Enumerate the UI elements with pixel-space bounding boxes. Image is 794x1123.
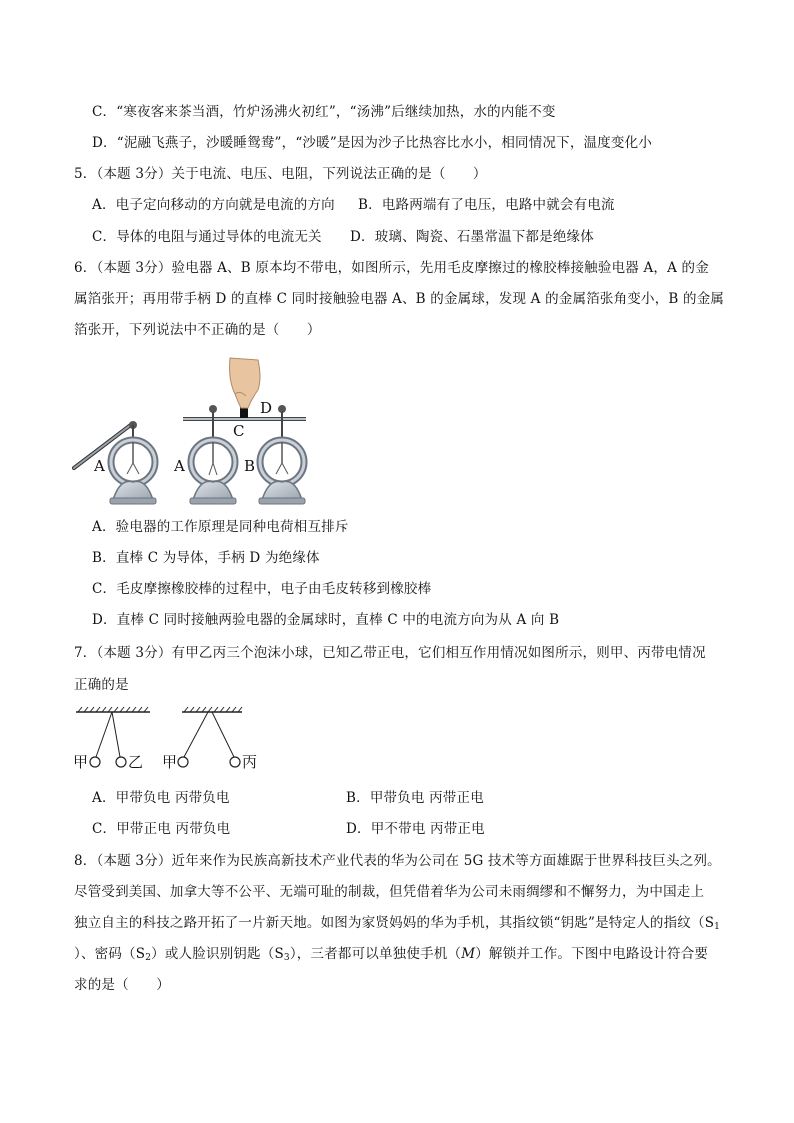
label-jia-1: 甲 xyxy=(73,753,89,771)
label-a-2: A xyxy=(174,457,185,475)
label-bing: 丙 xyxy=(242,753,258,771)
q8-stem-line3: 独立自主的科技之路开拓了一片新天地。如图为家贤妈妈的华为手机，其指纹锁“钥匙”是特定人的指纹（$S_1$ xyxy=(74,915,721,932)
label-b: B xyxy=(244,457,256,475)
q5-stem: 5．（本题 3分）关于电流、电压、电阻，下列说法正确的是（ ） xyxy=(74,166,487,182)
electroscope-drawing xyxy=(70,350,320,506)
label-yi: 乙 xyxy=(128,753,144,771)
q8-stem-line2: 尽管受到美国、加拿大等不公平、无端可耻的制裁，但凭借着华为公司未雨绸缪和不懈努力，为中国走上 xyxy=(74,884,705,900)
q6-stem-line3: 箔张开，下列说法中不正确的是（ ） xyxy=(74,322,321,338)
q5-option-b: B．电路两端有了电压，电路中就会有电流 xyxy=(358,197,615,213)
q6-option-a: A．验电器的工作原理是同种电荷相互排斥 xyxy=(92,519,349,535)
q5-option-c: C．导体的电阻与通过导体的电流无关 xyxy=(92,229,322,245)
label-jia-2: 甲 xyxy=(162,753,178,771)
q6-stem-line1: 6．（本题 3分）验电器 A、B 原本均不带电，如图所示，先用毛皮摩擦过的橡胶棒接触验电器 A，A 的金 xyxy=(74,260,709,276)
q7-option-d: D．甲不带电 丙带正电 xyxy=(346,821,485,837)
q8-stem-line4: ）、密码$(S_2)$或人脸识别钥匙$(S_3)$，三者都可以单独使手机（M）解锁并工作。下图中电路设计符合要 xyxy=(74,946,709,963)
electroscope-figure xyxy=(70,350,320,506)
q8-stem-line1: 8．（本题 3分）近年来作为民族高新技术产业代表的华为公司在 5G 技术等方面雄踞于世界科技巨头之列。 xyxy=(74,853,721,869)
label-a-1: A xyxy=(94,457,105,475)
label-d: D xyxy=(260,399,273,417)
q7-option-a: A．甲带负电 丙带负电 xyxy=(92,790,230,806)
q7-stem-line1: 7．（本题 3分）有甲乙丙三个泡沫小球，已知乙带正电，它们相互作用情况如图所示，则甲、丙带电情况 xyxy=(74,645,706,661)
q6-option-c: C．毛皮摩擦橡胶棒的过程中，电子由毛皮转移到橡胶棒 xyxy=(92,581,432,597)
q4-option-d: D．“泥融飞燕子，沙暖睡鸳鸯”，“沙暖”是因为沙子比热容比水小，相同情况下，温度变化小 xyxy=(92,135,653,151)
q6-option-b: B．直棒 C 为导体，手柄 D 为绝缘体 xyxy=(92,550,320,566)
pith-balls-figure xyxy=(70,705,270,777)
label-c: C xyxy=(233,422,245,440)
q5-option-a: A．电子定向移动的方向就是电流的方向 xyxy=(92,197,335,213)
q7-stem-line2: 正确的是 xyxy=(74,677,129,693)
q6-stem-line2: 属箔张开；再用带手柄 D 的直棒 C 同时接触验电器 A、B 的金属球，发现 A 的金属箔张角变小，B 的金属 xyxy=(74,291,725,307)
q5-option-d: D．玻璃、陶瓷、石墨常温下都是绝缘体 xyxy=(350,229,594,245)
q4-option-c: C．“寒夜客来茶当酒，竹炉汤沸火初红”，“汤沸”后继续加热，水的内能不变 xyxy=(92,104,556,120)
q7-option-c: C．甲带正电 丙带负电 xyxy=(92,821,231,837)
q8-stem-line5: 求的是（ ） xyxy=(74,977,170,993)
q6-option-d: D．直棒 C 同时接触两验电器的金属球时，直棒 C 中的电流方向为从 A 向 B xyxy=(92,612,560,628)
q7-option-b: B．甲带负电 丙带正电 xyxy=(346,790,484,806)
